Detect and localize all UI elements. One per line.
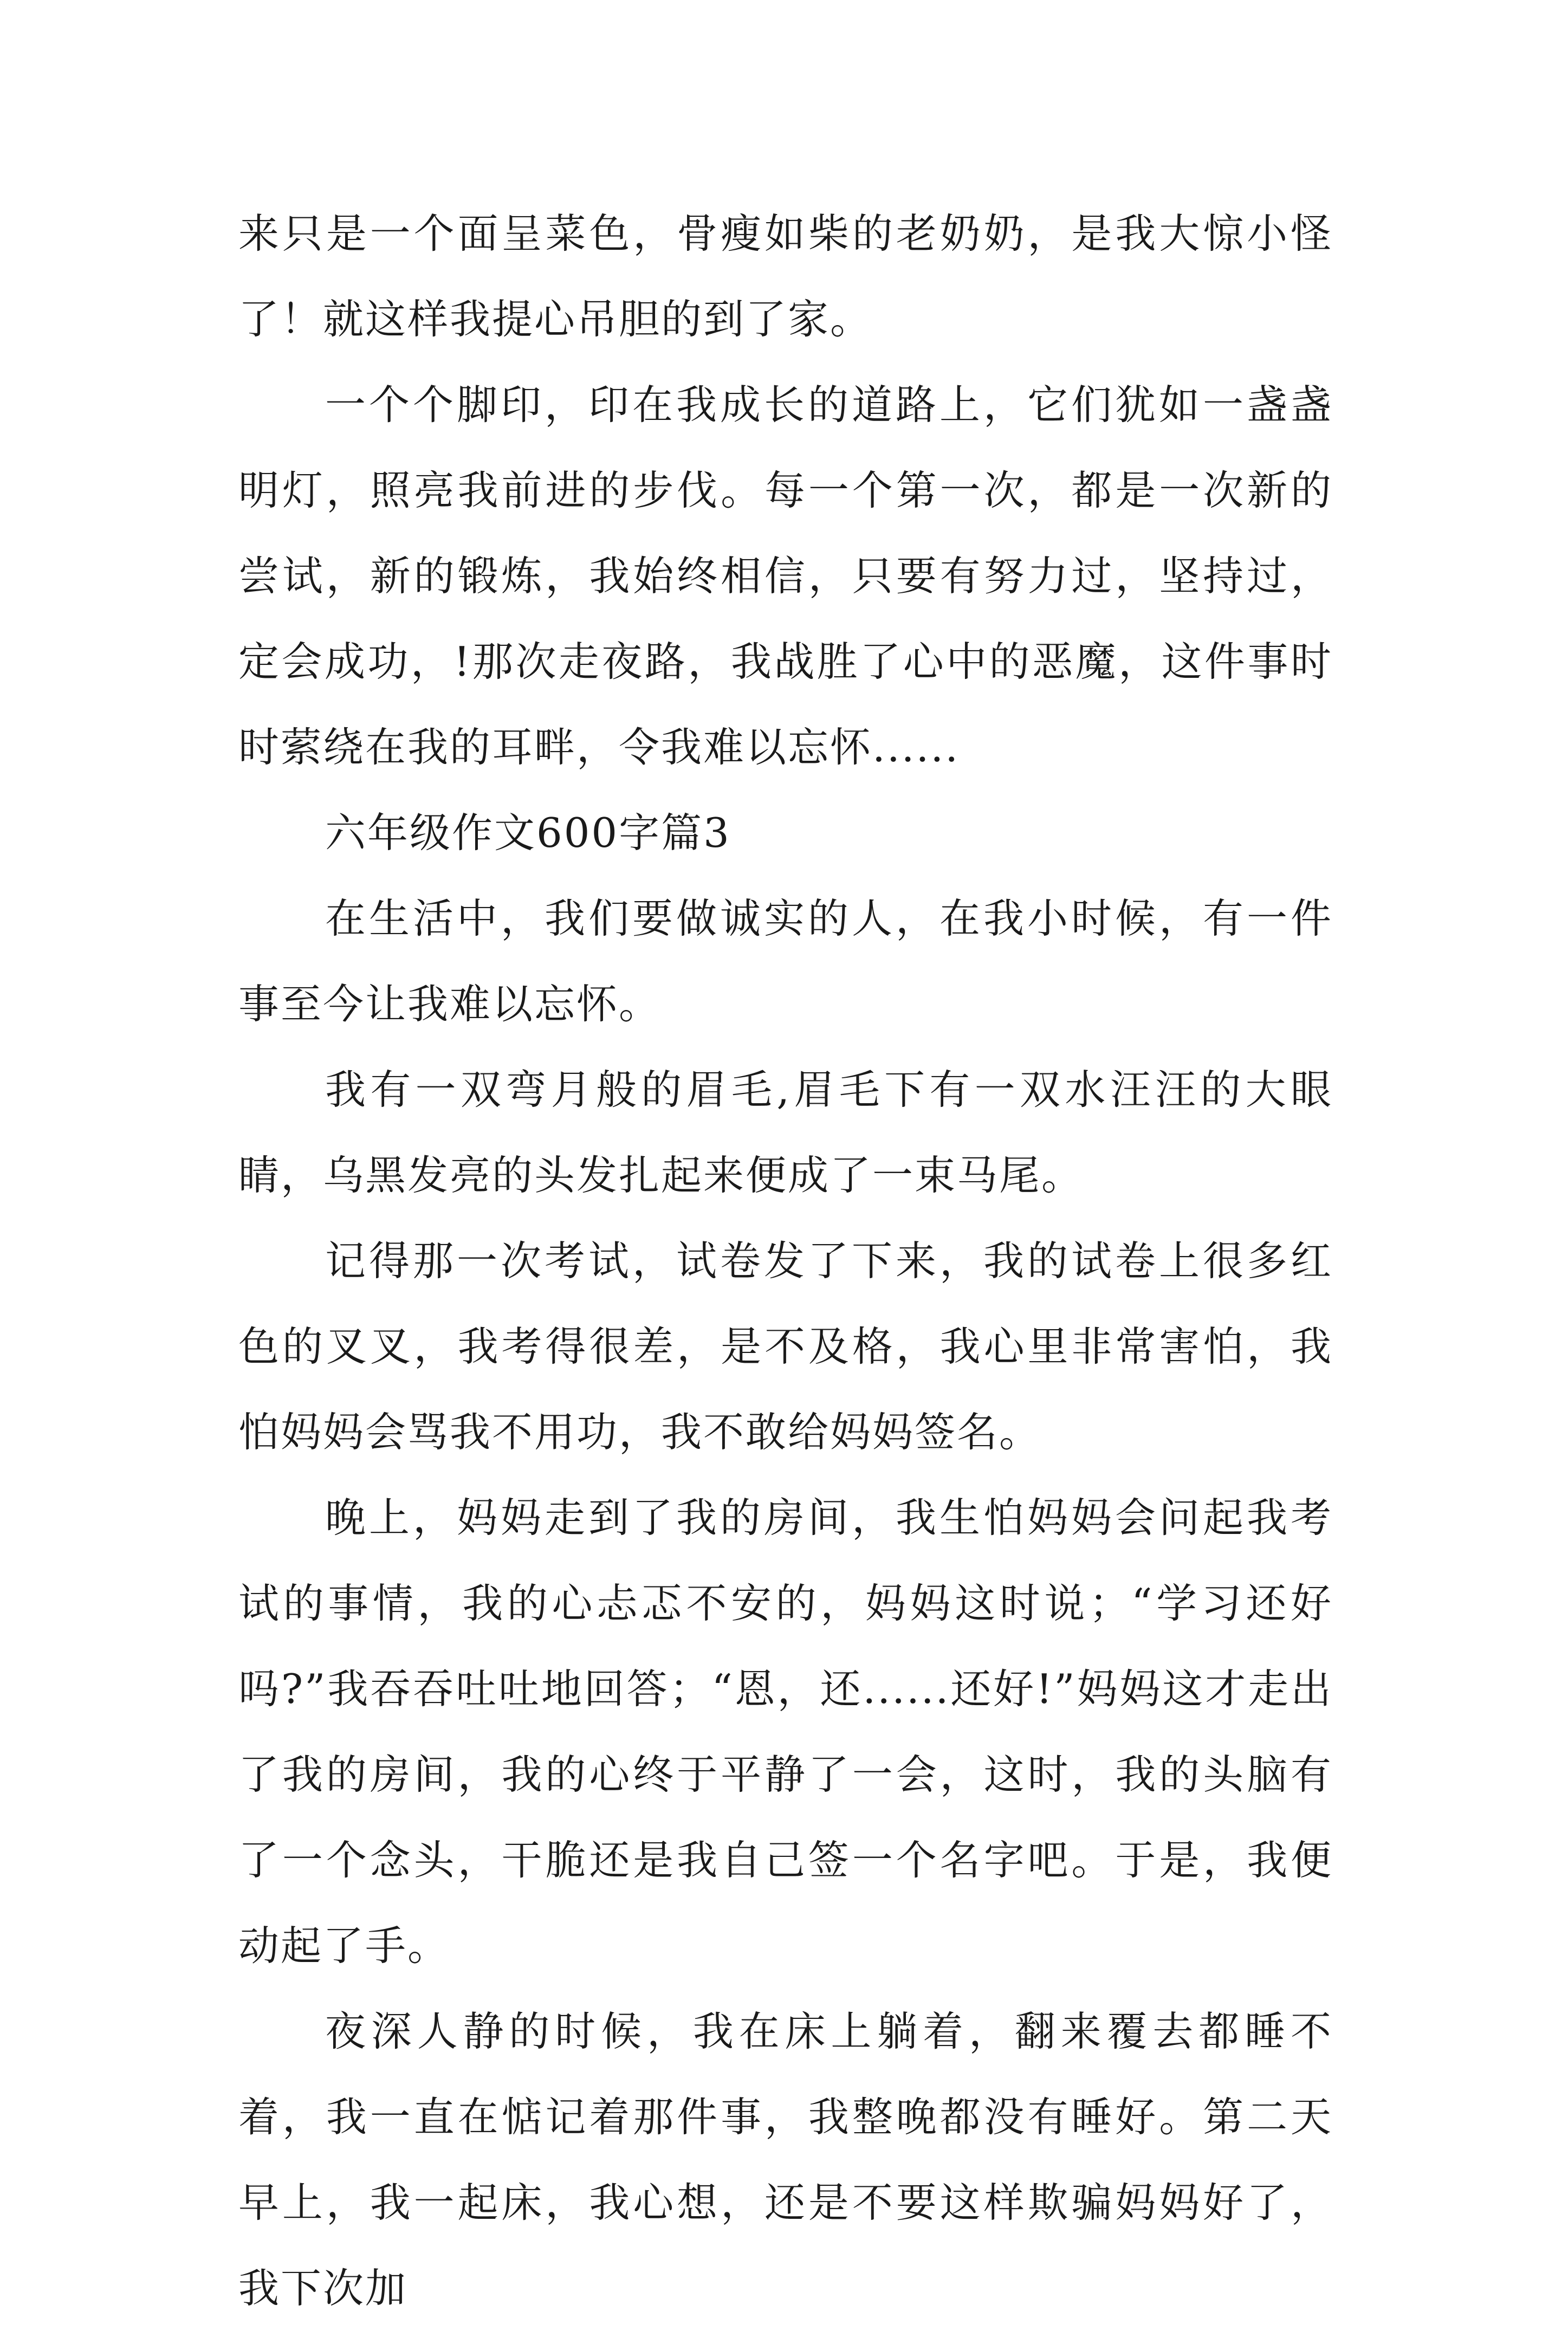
section-heading: 六年级作文600字篇3 [325, 809, 731, 857]
paragraph-evening: 晚上，妈妈走到了我的房间，我生怕妈妈会问起我考试的事情，我的心忐忑不安的，妈妈这时说；“学习还好吗?”我吞吞吐吐地回答；“恩，还......还好!”妈妈这才走出了我的房间，我的心终于平静了一会，这时，我的头脑有了一个念头，干脆还是我自己签一个名字吧。于是，我便动起了手。 [238, 1494, 1333, 1970]
paragraph-footprints: 一个个脚印，印在我成长的道路上，它们犹如一盏盏明灯，照亮我前进的步伐。每一个第一次，都是一次新的尝试，新的锻炼，我始终相信，只要有努力过，坚持过，定会成功，!那次走夜路，我战胜了心中的恶魔，这件事时时萦绕在我的耳畔，令我难以忘怀...... [238, 381, 1333, 771]
paragraph-continued: 来只是一个面呈菜色，骨瘦如柴的老奶奶，是我大惊小怪了！就这样我提心吊胆的到了家。 [238, 210, 1333, 343]
paragraph-night: 夜深人静的时候，我在床上躺着，翻来覆去都睡不着，我一直在惦记着那件事，我整晚都没有睡好。第二天早上，我一起床，我心想，还是不要这样欺骗妈妈好了，我下次加 [238, 2008, 1333, 2312]
paragraph-self-description: 我有一双弯月般的眉毛,眉毛下有一双水汪汪的大眼睛，乌黑发亮的头发扎起来便成了一束马尾。 [238, 1066, 1333, 1199]
document-body [238, 191, 1333, 2331]
paragraph-exam: 记得那一次考试，试卷发了下来，我的试卷上很多红色的叉叉，我考得很差，是不及格，我心里非常害怕，我怕妈妈会骂我不用功，我不敢给妈妈签名。 [238, 1237, 1333, 1456]
paragraph-honesty-intro: 在生活中，我们要做诚实的人，在我小时候，有一件事至今让我难以忘怀。 [238, 895, 1333, 1028]
